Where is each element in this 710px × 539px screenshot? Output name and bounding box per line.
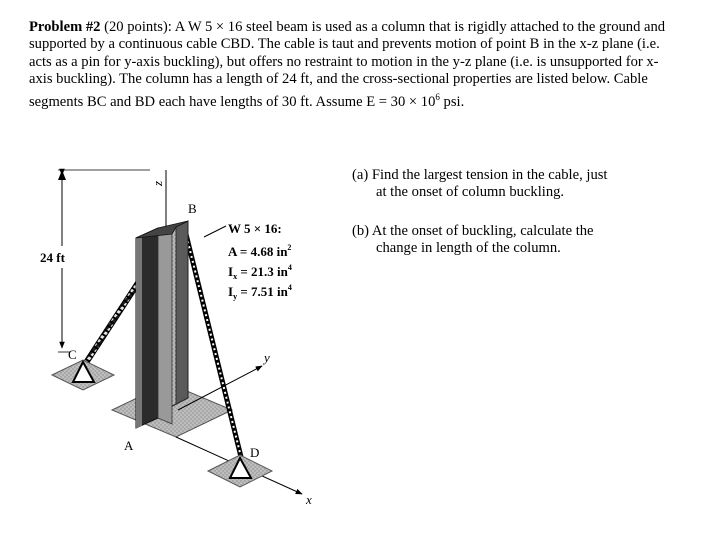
x-axis-label: x xyxy=(306,492,312,507)
modulus-exponent: 6 xyxy=(435,91,440,102)
question-b-line2: change in length of the column. xyxy=(376,240,561,257)
problem-heading: Problem #2 xyxy=(29,19,101,35)
support-d xyxy=(208,455,272,487)
length-label: 24 ft xyxy=(40,250,65,265)
ix-property: $I_x = 21.3$ $in^4$ xyxy=(228,263,292,281)
iy-property: $I_y = 7.51$ $in^4$ xyxy=(228,283,292,301)
area-property: A = 4.68 $in^2$ xyxy=(228,243,292,259)
point-d-label: D xyxy=(250,445,260,460)
problem-text-end: psi. xyxy=(439,93,465,110)
section-name: W 5 × 16: xyxy=(228,221,282,236)
point-a-label: A xyxy=(124,438,134,453)
properties-leader xyxy=(204,226,226,237)
question-a-line1: (a) Find the largest tension in the cable, just xyxy=(352,167,608,183)
point-b-label: B xyxy=(188,201,197,216)
support-c xyxy=(52,360,114,390)
w5x16-column xyxy=(136,221,188,428)
y-axis-label: y xyxy=(264,350,270,365)
z-axis-label: z xyxy=(150,180,165,186)
problem-text: : A W 5 × 16 steel beam is used as a column that is rigidly attached to the ground and supported by a continuous cable CBD. The cable is taut and prevents motion of point B in the x-z plane (i.e. acts as a pin for y-axis buckling), but offers no restraint to motion in the y-z plane (i.e. is unsupported for x-axis buckling). The column has a length of 24 ft, and the cross-sectional properties are listed below. Cable segments BC and BD each have lengths of 30 ft. Assume E = 30 × 10 xyxy=(29,19,666,110)
question-a-line2: at the onset of column buckling. xyxy=(376,184,565,201)
question-b-line1: (b) At the onset of buckling, calculate the xyxy=(352,223,594,239)
point-c-label: C xyxy=(68,347,77,362)
section-properties xyxy=(228,221,292,301)
problem-points: (20 points) xyxy=(104,19,168,35)
